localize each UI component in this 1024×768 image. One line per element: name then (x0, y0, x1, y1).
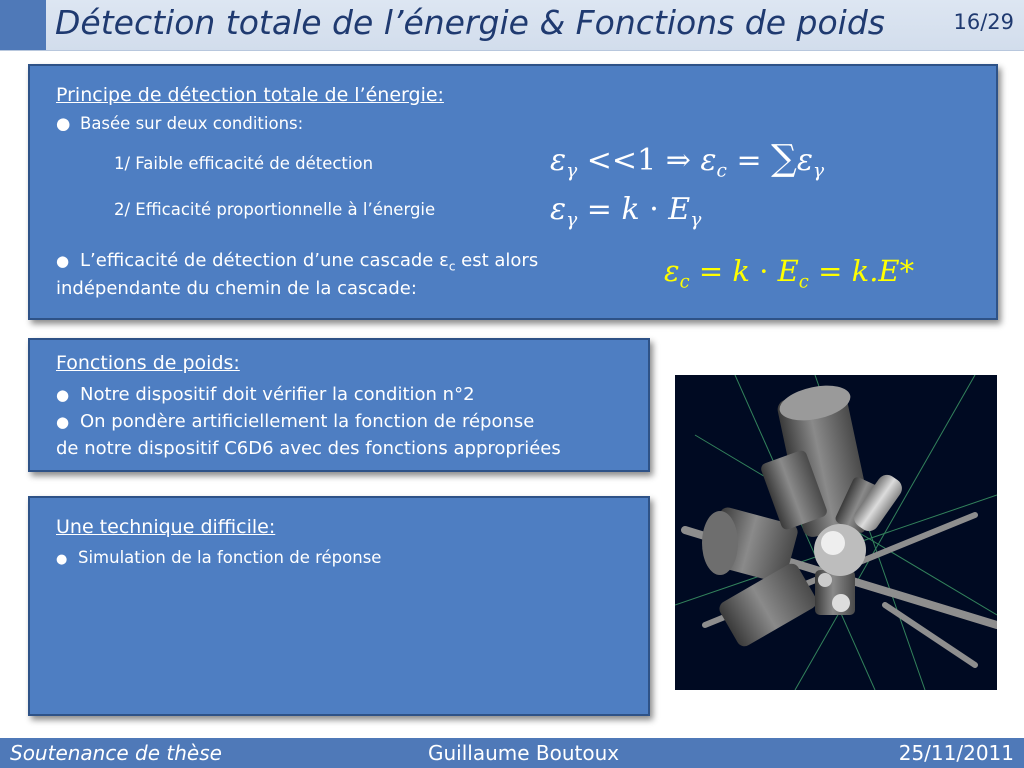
f2-E: E (668, 192, 691, 227)
technique-heading: Une technique difficile: (56, 516, 276, 538)
f1-eps-2: ε (700, 143, 717, 178)
bullet-icon: ● (56, 386, 70, 404)
f1-eps-3: ε (796, 143, 813, 178)
f1-gamma: γ (566, 160, 578, 182)
f2-k: k (621, 192, 640, 227)
panel-principle (28, 64, 998, 320)
weighting-bullet-2-line-2: de notre dispositif C6D6 avec des fonctions appropriées (56, 438, 561, 459)
panel-technique (28, 496, 650, 716)
title-bar (0, 0, 1024, 51)
bullet2-sub: c (448, 259, 456, 274)
weighting-bullet-1 (56, 384, 475, 405)
f1-implies: ⇒ (665, 143, 691, 178)
condition-2: 2/ Efficacité proportionnelle à l’énergie (114, 200, 436, 219)
slide-title: Détection totale de l’énergie & Fonctions de poids (55, 3, 885, 42)
bullet-icon: ● (56, 413, 70, 431)
technique-bullet-1 (56, 548, 381, 567)
f3-star: * (899, 254, 915, 288)
detector-3d-image (675, 375, 997, 690)
f3-E: E (777, 254, 799, 288)
principle-bullet-1 (56, 114, 303, 133)
bullet-icon: ● (56, 114, 71, 133)
f3-eq: = (698, 254, 724, 288)
f3-dot: · (759, 254, 769, 288)
f2-gamma: γ (566, 209, 578, 231)
bullet-icon: ● (56, 552, 68, 567)
technique-bullet-1-text: Simulation de la fonction de réponse (78, 548, 382, 567)
f2-eps: ε (550, 192, 567, 227)
weighting-bullet-1-text: Notre dispositif doit vérifier la condition n°2 (80, 384, 475, 405)
footer-event: Soutenance de thèse (10, 741, 222, 765)
f3-eq-2: = (818, 254, 843, 288)
principle-heading: Principe de détection totale de l’énergie: (56, 84, 444, 106)
title-accent (0, 0, 46, 50)
f1-eps: ε (550, 143, 567, 178)
f3-k: k (732, 254, 750, 288)
f2-dot: · (649, 192, 659, 227)
detector-3d-icon (675, 375, 997, 690)
weighting-heading: Fonctions de poids: (56, 352, 240, 374)
panel-weighting (28, 338, 650, 472)
f3-eps: ε (664, 254, 680, 288)
footer-author: Guillaume Boutoux (428, 741, 620, 765)
f3-c: c (679, 271, 690, 293)
principle-bullet-2-line-2: indépendante du chemin de la cascade: (56, 278, 417, 299)
page-number: 16/29 (953, 10, 1014, 34)
f1-c: c (716, 160, 727, 182)
formula-2 (550, 192, 701, 231)
bullet2-part1: L’efficacité de détection d’une cascade ε (80, 250, 449, 271)
f1-ll: << (586, 143, 638, 178)
principle-bullet-1-text: Basée sur deux conditions: (80, 114, 304, 133)
f3-kE: k.E (851, 254, 900, 288)
formula-3 (664, 254, 914, 292)
condition-1: 1/ Faible efficacité de détection (114, 154, 374, 173)
formula-1 (550, 138, 824, 182)
weighting-bullet-2-text: On pondère artificiellement la fonction de réponse (80, 411, 535, 432)
f1-gamma-2: γ (812, 160, 825, 182)
f1-sum: ∑ (771, 138, 797, 179)
f1-one: 1 (637, 143, 657, 178)
footer-date: 25/11/2011 (898, 741, 1014, 765)
f2-eq: = (586, 192, 612, 227)
bullet-icon: ● (56, 252, 70, 270)
f3-c-2: c (798, 271, 809, 293)
weighting-bullet-2 (56, 411, 534, 432)
footer (0, 738, 1024, 768)
f2-gamma-2: γ (690, 209, 702, 231)
bullet2-part2: est alors (455, 250, 539, 271)
f1-eq: = (736, 143, 762, 178)
principle-bullet-2 (56, 250, 538, 274)
